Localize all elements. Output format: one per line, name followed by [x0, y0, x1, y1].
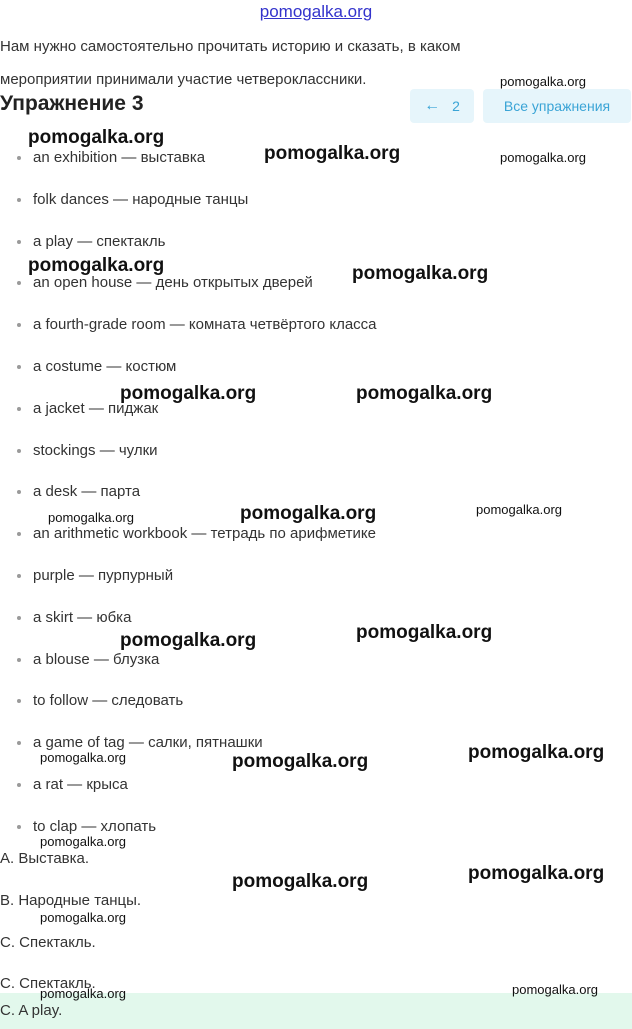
list-item: a jacket — пиджак: [0, 388, 632, 430]
list-item: to follow — следовать: [0, 680, 632, 722]
list-item: a fourth-grade room — комната четвёртого класса: [0, 304, 632, 346]
watermark: pomogalka.org: [40, 750, 126, 765]
intro-line: мероприятии принимали участие четвероклассники.: [0, 71, 367, 88]
watermark: pomogalka.org: [28, 127, 165, 148]
watermark: pomogalka.org: [468, 863, 605, 884]
watermark: pomogalka.org: [352, 263, 489, 284]
previous-exercise-button[interactable]: [410, 89, 474, 123]
watermark: pomogalka.org: [232, 871, 369, 892]
watermark: pomogalka.org: [40, 910, 126, 925]
list-item: a costume — костюм: [0, 346, 632, 388]
vocabulary-list: [0, 137, 632, 848]
watermark: pomogalka.org: [240, 503, 377, 524]
list-item: stockings — чулки: [0, 430, 632, 472]
answer-line: B. Народные танцы.: [0, 891, 142, 909]
list-item: a blouse — блузка: [0, 639, 632, 681]
watermark: pomogalka.org: [48, 510, 134, 525]
arrow-left-icon: ←: [424, 97, 441, 114]
list-item: an exhibition — выставка: [0, 137, 632, 179]
site-title-link[interactable]: pomogalka.org: [259, 2, 373, 21]
watermark: pomogalka.org: [232, 751, 369, 772]
watermark: pomogalka.org: [356, 383, 493, 404]
watermark: pomogalka.org: [356, 622, 493, 643]
previous-exercise-number: 2: [452, 98, 460, 114]
watermark: pomogalka.org: [500, 74, 586, 89]
watermark: pomogalka.org: [120, 630, 257, 651]
watermark: pomogalka.org: [500, 150, 586, 165]
watermark: pomogalka.org: [28, 255, 165, 276]
list-item: folk dances — народные танцы: [0, 179, 632, 221]
list-item: a game of tag — салки, пятнашки: [0, 722, 632, 764]
watermark: pomogalka.org: [40, 834, 126, 849]
list-item: purple — пурпурный: [0, 555, 632, 597]
list-item: a desk — парта: [0, 471, 632, 513]
watermark: pomogalka.org: [40, 986, 126, 1001]
all-exercises-button[interactable]: Все упражнения: [483, 89, 631, 123]
answer-line: C. Спектакль.: [0, 933, 96, 951]
list-item: an open house — день открытых дверей: [0, 262, 632, 304]
list-item: a play — спектакль: [0, 221, 632, 263]
answer-line: C. Спектакль.: [0, 975, 96, 993]
exercise-title: Упражнение 3: [0, 92, 144, 115]
list-item: an arithmetic workbook — тетрадь по арифметике: [0, 513, 632, 555]
intro-line: Нам нужно самостоятельно прочитать историю и сказать, в каком: [0, 38, 461, 55]
answer-line: A. Выставка.: [0, 850, 90, 867]
watermark: pomogalka.org: [512, 982, 598, 997]
watermark: pomogalka.org: [264, 143, 401, 164]
list-item: to clap — хлопать: [0, 806, 632, 848]
list-item: a skirt — юбка: [0, 597, 632, 639]
watermark: pomogalka.org: [476, 502, 562, 517]
watermark: pomogalka.org: [120, 383, 257, 404]
list-item: a rat — крыса: [0, 764, 632, 806]
answer-line-highlighted: C. A play.: [0, 993, 632, 1029]
watermark: pomogalka.org: [468, 742, 605, 763]
